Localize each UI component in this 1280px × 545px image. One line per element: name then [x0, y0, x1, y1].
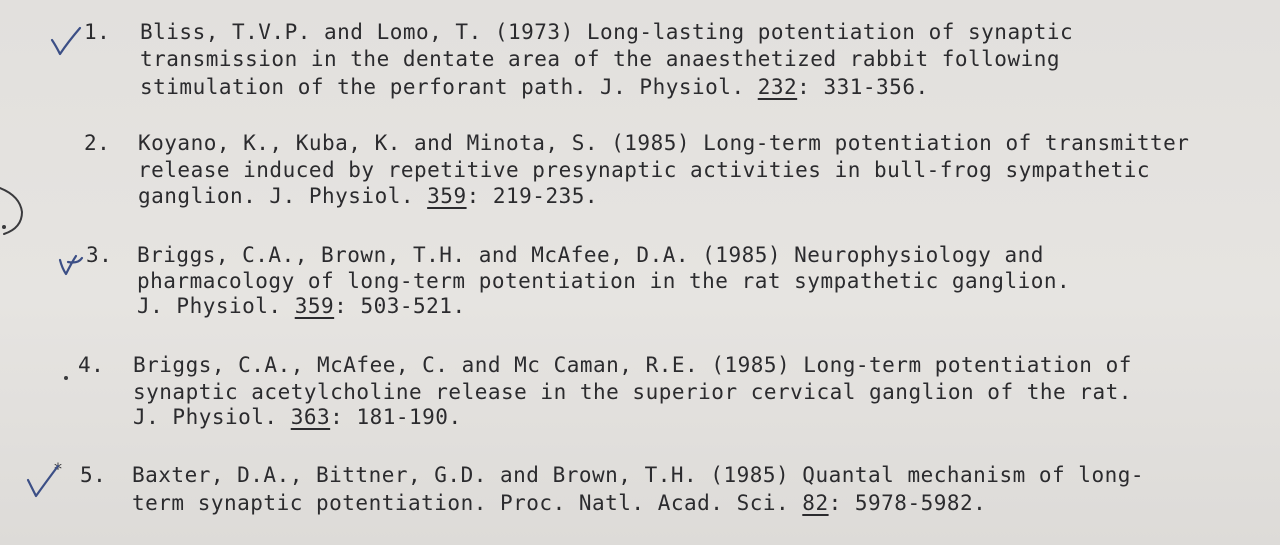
star-mark: * — [54, 459, 62, 478]
reference-line: stimulation of the perforant path. J. Physiol. 232: 331-356. — [140, 75, 929, 99]
reference-line: release induced by repetitive presynaptic activities in bull-frog sympathetic — [138, 158, 1151, 182]
reference-line: Briggs, C.A., Brown, T.H. and McAfee, D.A. (1985) Neurophysiology and — [137, 243, 1044, 267]
reference-number: 4. — [78, 353, 105, 377]
reference-line: Koyano, K., Kuba, K. and Minota, S. (1985) Long-term potentiation of transmitter — [138, 131, 1190, 155]
volume-number: 82 — [802, 491, 829, 515]
reference-number: 1. — [84, 20, 111, 44]
reference-number: 5. — [80, 463, 107, 487]
volume-number: 232 — [757, 75, 798, 99]
reference-line: synaptic acetylcholine release in the superior cervical ganglion of the rat. — [133, 380, 1132, 404]
volume-number: 363 — [290, 405, 331, 429]
reference-line: Baxter, D.A., Bittner, G.D. and Brown, T.H. (1985) Quantal mechanism of long- — [132, 463, 1145, 487]
reference-number: 2. — [84, 131, 111, 155]
reference-line: Briggs, C.A., McAfee, C. and Mc Caman, R.E. (1985) Long-term potentiation of — [133, 353, 1132, 377]
circle-mark-icon — [0, 188, 22, 234]
reference-line: J. Physiol. 359: 503-521. — [137, 294, 466, 318]
checkmark-icon — [60, 256, 82, 274]
reference-line: pharmacology of long-term potentiation in the rat sympathetic ganglion. — [137, 269, 1071, 293]
checkmark-icon — [52, 28, 80, 54]
volume-number: 359 — [294, 294, 335, 318]
reference-line: transmission in the dentate area of the anaesthetized rabbit following — [140, 47, 1061, 71]
reference-line: Bliss, T.V.P. and Lomo, T. (1973) Long-lasting potentiation of synaptic — [140, 20, 1074, 44]
reference-number: 3. — [86, 243, 113, 267]
reference-line: term synaptic potentiation. Proc. Natl. Acad. Sci. 82: 5978-5982. — [132, 491, 987, 515]
reference-line: ganglion. J. Physiol. 359: 219-235. — [138, 184, 599, 208]
volume-number: 359 — [427, 184, 467, 208]
checkmark-icon — [28, 466, 58, 496]
reference-line: J. Physiol. 363: 181-190. — [133, 405, 462, 429]
